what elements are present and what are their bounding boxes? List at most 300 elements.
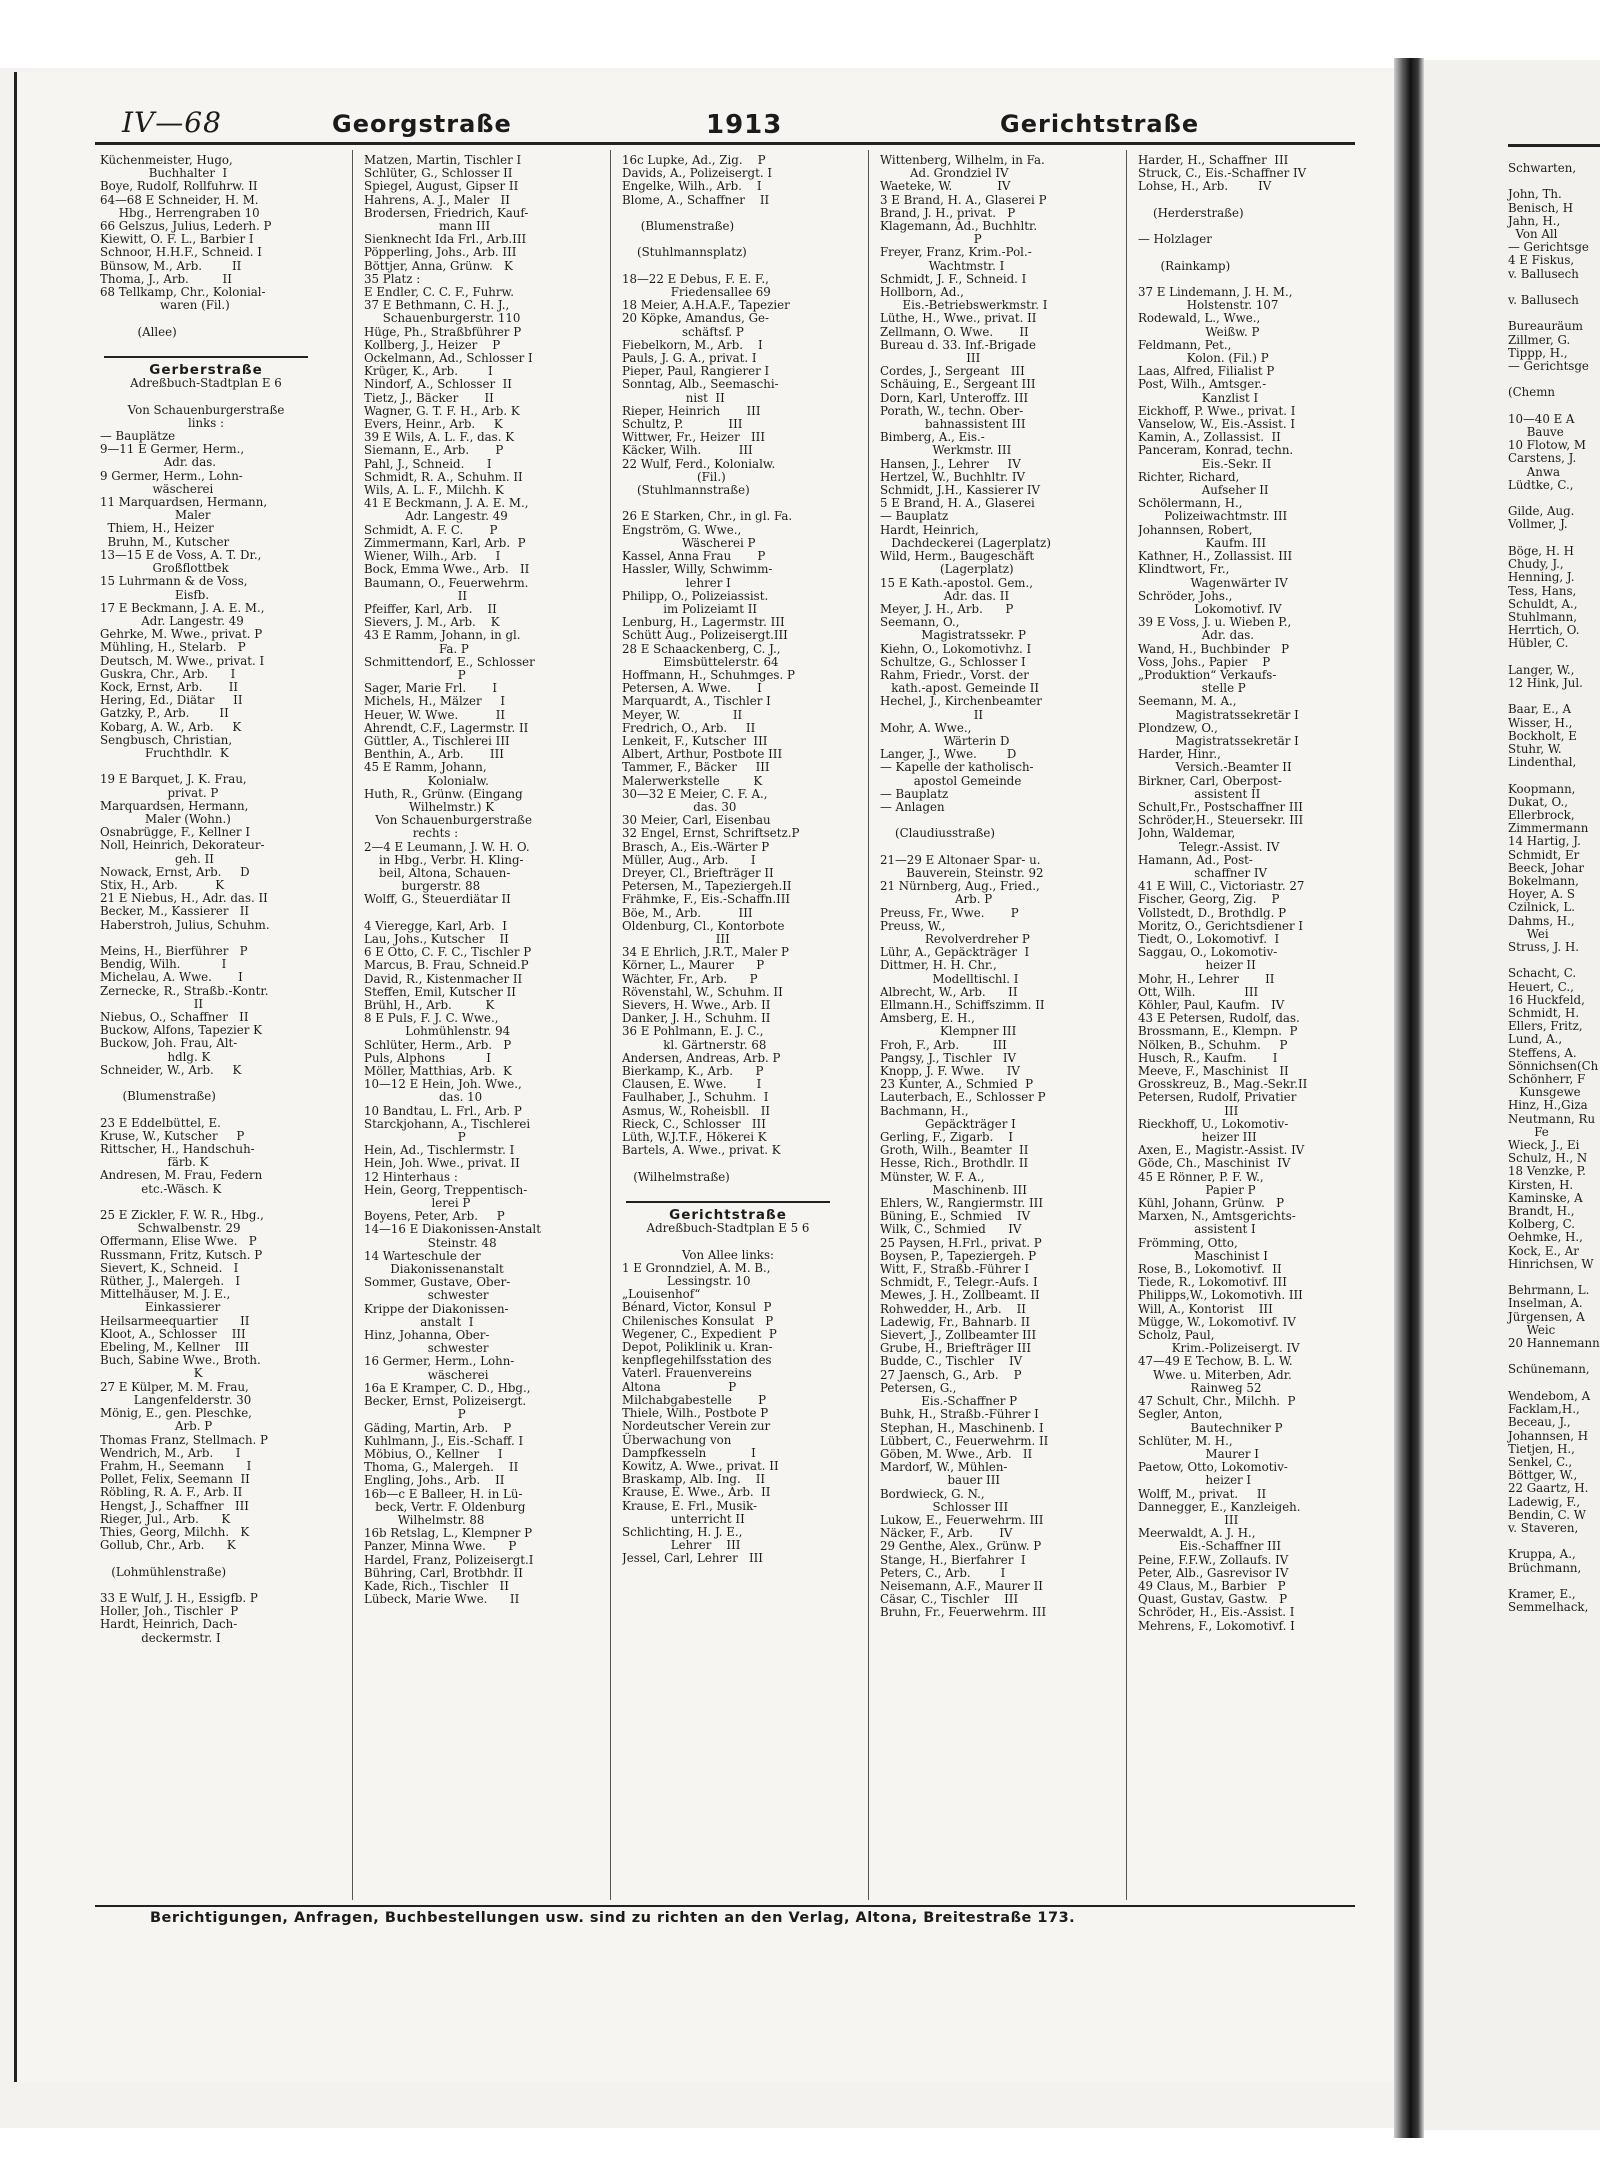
- directory-entry-line: Puls, Alphons I: [364, 1050, 491, 1065]
- directory-entry-line: Meins, H., Bierführer P: [100, 943, 248, 958]
- directory-entry-line: P: [364, 667, 466, 682]
- directory-entry-line: 29 Genthe, Alex., Grünw. P: [880, 1539, 1042, 1554]
- directory-entry-line: Kock, E., Ar: [1508, 1243, 1579, 1258]
- directory-entry-line: Petersen, G.,: [880, 1380, 957, 1395]
- directory-entry-line: Witt, F., Straßb.-Führer I: [880, 1262, 1029, 1277]
- directory-entry-line: im Polizeiamt II: [622, 601, 758, 616]
- directory-entry-line: (Stuhlmannstraße): [622, 483, 750, 498]
- directory-entry-line: Davids, A., Polizeisergt. I: [622, 166, 773, 181]
- directory-entry-line: Michels, H., Mälzer I: [364, 694, 506, 709]
- directory-entry-line: Lenburg, H., Lagermstr. III: [622, 615, 785, 630]
- directory-entry-line: in Hbg., Verbr. H. Kling-: [364, 852, 524, 867]
- directory-entry-line: Bénard, Victor, Konsul P: [622, 1300, 772, 1315]
- directory-entry-line: Malerwerkstelle K: [622, 773, 763, 788]
- directory-entry-line: Albrecht, W., Arb. II: [880, 984, 1018, 999]
- directory-entry-line: Marquardt, A., Tischler I: [622, 694, 771, 709]
- directory-entry-line: Heilsarmeequartier II: [100, 1313, 250, 1328]
- directory-entry-line: Cordes, J., Sergeant III: [880, 364, 1025, 379]
- directory-entry-line: lerei P: [364, 1196, 471, 1211]
- directory-entry-line: Kramer, E.,: [1508, 1586, 1576, 1601]
- directory-entry-line: Petersen, M., Tapeziergeh.II: [622, 879, 792, 894]
- directory-entry-line: Preuss, Fr., Wwe. P: [880, 905, 1019, 920]
- directory-entry-line: Spiegel, August, Gipser II: [364, 179, 519, 194]
- directory-entry-line: schaffner IV: [1138, 865, 1268, 880]
- directory-entry-line: Hollborn, Ad.,: [880, 285, 964, 300]
- directory-entry-line: Fischer, Georg, Zig. P: [1138, 892, 1280, 907]
- directory-entry-line: v. Ballusech: [1508, 266, 1579, 281]
- directory-entry-line: — Bauplätze: [100, 429, 176, 444]
- directory-entry-line: Schwalbenstr. 29: [100, 1221, 241, 1236]
- directory-entry-line: Hengst, J., Schaffner III: [100, 1498, 249, 1513]
- directory-entry-line: anstalt I: [364, 1314, 474, 1329]
- directory-entry-line: Mohr, A. Wwe.,: [880, 720, 972, 735]
- column-divider: [1126, 150, 1127, 1900]
- directory-entry-line: 23 E Eddelbüttel, E.: [100, 1115, 221, 1130]
- directory-entry-line: Adr. Langestr. 49: [100, 613, 244, 628]
- directory-entry-line: Ockelmann, Ad., Schlosser I: [364, 351, 533, 366]
- directory-entry-line: Richter, Richard,: [1138, 469, 1240, 484]
- directory-entry-line: Brossmann, E., Klempn. P: [1138, 1024, 1298, 1039]
- directory-entry-line: 35 Platz :: [364, 271, 421, 286]
- directory-entry-line: Adr. das.: [100, 455, 217, 470]
- directory-entry-line: Tietjen, H.,: [1508, 1441, 1575, 1456]
- directory-entry-line: — Gerichtsge: [1508, 359, 1589, 374]
- directory-entry-line: Benthin, A., Arb. III: [364, 747, 504, 762]
- directory-entry-line: Pieper, Paul, Rangierer I: [622, 364, 770, 379]
- directory-entry-line: 11 Marquardsen, Hermann,: [100, 495, 268, 510]
- directory-entry-line: Meeve, F., Maschinist II: [1138, 1064, 1289, 1079]
- directory-entry-line: Bühring, Carl, Brotbhdr. II: [364, 1565, 523, 1580]
- left-street-heading: Georgstraße: [332, 110, 512, 138]
- directory-entry-line: Rose, B., Lokomotivf. II: [1138, 1262, 1282, 1277]
- page-number: IV—68: [122, 106, 222, 139]
- directory-entry-line: Mönig, E., gen. Pleschke,: [100, 1406, 252, 1421]
- directory-entry-line: Wendrich, M., Arb. I: [100, 1445, 241, 1460]
- directory-entry-line: Neutmann, Ru: [1508, 1111, 1596, 1126]
- directory-entry-line: Wisser, H.,: [1508, 715, 1573, 730]
- directory-entry-line: Köhler, Paul, Kaufm. IV: [1138, 998, 1285, 1012]
- directory-entry-line: Langer, W.,: [1508, 662, 1575, 677]
- directory-entry-line: Schäuing, E., Sergeant III: [880, 377, 1036, 392]
- directory-entry-line: Pöpperling, Johs., Arb. III: [364, 245, 517, 260]
- directory-entry-line: 10—12 E Hein, Joh. Wwe.,: [364, 1077, 522, 1092]
- directory-entry-line: Tess, Hans,: [1508, 583, 1577, 598]
- directory-entry-line: Hardt, Heinrich,: [880, 522, 979, 537]
- directory-entry-line: Aufseher II: [1138, 483, 1269, 498]
- directory-entry-line: Hinrichsen, W: [1508, 1256, 1594, 1271]
- directory-entry-line: Münster, W. F. A.,: [880, 1169, 985, 1184]
- directory-entry-line: Boyens, Peter, Arb. P: [364, 1209, 505, 1224]
- directory-entry-line: Harder, Hinr.,: [1138, 747, 1221, 762]
- directory-entry-line: Küchenmeister, Hugo,: [100, 154, 233, 167]
- directory-entry-line: Bendig, Wilh. I: [100, 957, 227, 972]
- directory-entry-line: P: [364, 1407, 466, 1422]
- directory-entry-line: 33 E Wulf, J. H., Essigfb. P: [100, 1590, 258, 1605]
- column-divider: [352, 150, 353, 1900]
- directory-entry-line: 9—11 E Germer, Herm.,: [100, 442, 245, 457]
- directory-entry-line: Rieck, C., Schlosser III: [622, 1116, 766, 1131]
- directory-entry-line: Wolff, M., privat. II: [1138, 1486, 1267, 1501]
- directory-entry-line: bahnassistent III: [880, 417, 1026, 432]
- directory-entry-line: 21 E Niebus, H., Adr. das. II: [100, 891, 268, 906]
- directory-entry-line: schwester: [364, 1341, 489, 1356]
- footer-rule: [95, 1905, 1355, 1907]
- directory-entry-line: 45 E Rönner, P. F. W.,: [1138, 1169, 1264, 1184]
- directory-entry-line: burgerstr. 88: [364, 879, 481, 894]
- directory-entry-line: (Herderstraße): [1138, 205, 1244, 220]
- directory-entry-line: Russmann, Fritz, Kutsch. P: [100, 1247, 263, 1262]
- directory-entry-line: Andresen, M. Frau, Federn: [100, 1168, 263, 1183]
- section-note: Adreßbuch-Stadtplan E 6: [130, 376, 282, 391]
- directory-entry-line: Schneider, W., Arb. K: [100, 1062, 242, 1077]
- directory-entry-line: Pauls, J. G. A., privat. I: [622, 351, 757, 366]
- directory-entry-line: Brodersen, Friedrich, Kauf-: [364, 205, 529, 220]
- directory-entry-line: Hahrens, A. J., Maler II: [364, 192, 510, 207]
- directory-entry-line: Tippp, H.,: [1508, 345, 1568, 360]
- directory-entry-line: Benisch, H: [1508, 200, 1574, 215]
- directory-entry-line: Wärterin D: [880, 733, 1010, 748]
- directory-entry-line: Gilde, Aug.: [1508, 504, 1575, 519]
- directory-entry-line: 14—16 E Diakonissen-Anstalt: [364, 1222, 541, 1237]
- directory-column-1: [100, 154, 312, 1894]
- directory-entry-line: [100, 1579, 312, 1592]
- directory-entry-line: 22 Gaartz, H.: [1508, 1481, 1589, 1496]
- directory-entry-line: (Rainkamp): [1138, 258, 1231, 273]
- directory-entry-line: Meyer, W. II: [622, 707, 743, 722]
- directory-entry-line: Panceram, Konrad, techn.: [1138, 443, 1294, 458]
- directory-entry-line: Schmidt, R. A., Schuhm. II: [364, 469, 523, 484]
- directory-entry-line: Starckjohann, A., Tischlerei: [364, 1116, 531, 1131]
- directory-entry-line: Jahn, H.,: [1508, 213, 1561, 228]
- directory-entry-line: 10 Flotow, M: [1508, 438, 1586, 453]
- next-page-column-fragment: [1508, 162, 1600, 1614]
- directory-entry-line: Hardt, Heinrich, Dach-: [100, 1617, 238, 1632]
- directory-entry-line: Arb. P: [100, 1419, 213, 1434]
- directory-entry-line: Mardorf, W., Mühlen-: [880, 1460, 1008, 1475]
- directory-entry-line: mann III: [364, 219, 491, 234]
- directory-entry-line: Lüthe, H., Wwe., privat. II: [880, 311, 1037, 326]
- directory-entry-line: Petersen, A. Wwe. I: [622, 681, 762, 696]
- directory-entry-line: Möller, Matthias, Arb. K: [364, 1064, 512, 1079]
- directory-entry-line: Vollmer, J.: [1508, 517, 1568, 532]
- directory-entry-line: Brandt, H.,: [1508, 1204, 1575, 1219]
- directory-entry-line: 37 E Bethmann, C. H. J.,: [364, 298, 510, 313]
- directory-entry-line: 15 E Kath.-apostol. Gem.,: [880, 575, 1033, 590]
- directory-entry-line: — Anlagen: [880, 799, 945, 814]
- directory-entry-line: Cäsar, C., Tischler III: [880, 1592, 1019, 1607]
- directory-entry-line: Bünsow, M., Arb. II: [100, 258, 242, 273]
- directory-entry-line: „Produktion“ Verkaufs-: [1138, 667, 1277, 682]
- directory-entry-line: Eisfb.: [100, 587, 210, 602]
- directory-entry-line: Facklam,H.,: [1508, 1402, 1580, 1417]
- directory-entry-line: Mohr, H., Lehrer II: [1138, 971, 1275, 986]
- directory-entry-line: K: [100, 1366, 203, 1381]
- section-note: Von Schauenburgerstraße: [127, 402, 285, 417]
- directory-entry-line: Brühl, H., Arb. K: [364, 998, 495, 1012]
- next-page-header-rule: [1508, 144, 1600, 147]
- directory-entry-line: Philipp, O., Polizeiassist.: [622, 588, 769, 603]
- directory-entry-line: 22 Wulf, Ferd., Kolonialw.: [622, 456, 776, 471]
- directory-entry-line: Clausen, E. Wwe. I: [622, 1077, 762, 1092]
- directory-entry-line: Heuert, C.,: [1508, 979, 1574, 994]
- directory-entry-line: Rövenstahl, W., Schuhm. II: [622, 984, 783, 999]
- directory-entry-line: Fe: [1508, 1124, 1549, 1139]
- directory-entry-line: Pahl, J., Schneid. I: [364, 456, 492, 471]
- directory-entry-line: Dampfkesseln I: [622, 1445, 756, 1460]
- directory-entry-line: Stuhr, W.: [1508, 741, 1562, 756]
- directory-entry-line: Schmidt, H.: [1508, 1006, 1580, 1020]
- directory-entry-line: Holstenstr. 107: [1138, 298, 1279, 313]
- directory-entry-line: Dorn, Karl, Unteroffz. III: [880, 390, 1029, 405]
- directory-entry-line: Schult,Fr., Postschaffner III: [1138, 799, 1303, 814]
- directory-entry-line: Philipps,W., Lokomotivh. III: [1138, 1288, 1303, 1303]
- directory-entry-line: Zillmer, G.: [1508, 332, 1571, 347]
- directory-entry-line: Voss, Johs., Papier P: [1138, 654, 1271, 669]
- directory-entry-line: Krüger, K., Arb. I: [364, 364, 493, 379]
- directory-entry-line: Struss, J. H.: [1508, 939, 1580, 954]
- directory-entry-line: Adr. das. II: [880, 588, 1010, 603]
- directory-entry-line: Haberstroh, Julius, Schuhm.: [100, 917, 270, 932]
- directory-entry-line: Altona P: [622, 1379, 737, 1394]
- directory-entry-line: II: [100, 996, 204, 1011]
- directory-entry-line: 30—32 E Meier, C. F. A.,: [622, 786, 768, 801]
- directory-entry-line: 5 E Brand, H. A., Glaserei: [880, 496, 1035, 511]
- directory-entry-line: Kock, Ernst, Arb. II: [100, 679, 239, 694]
- directory-entry-line: 28 E Schaackenberg, C. J.,: [622, 641, 781, 656]
- directory-entry-line: Lau, Johs., Kutscher II: [364, 931, 509, 946]
- directory-entry-line: Koopmann,: [1508, 781, 1576, 796]
- directory-entry-line: Schmidt, Er: [1508, 847, 1580, 862]
- directory-entry-line: Budde, C., Tischler IV: [880, 1354, 1023, 1369]
- directory-entry-line: Wolff, G., Steuerdiätar II: [364, 892, 511, 907]
- directory-entry-line: John, Th.: [1508, 187, 1562, 202]
- directory-entry-line: Peine, F.F.W., Zollaufs. IV: [1138, 1552, 1289, 1567]
- book-gutter: [1394, 58, 1424, 2138]
- directory-entry-line: Ad. Grondziel IV: [880, 166, 1009, 181]
- directory-entry-line: Hübler, C.: [1508, 636, 1569, 651]
- directory-entry-line: Kunsgewe: [1508, 1085, 1581, 1100]
- directory-entry-line: Vanselow, W., Eis.-Assist. I: [1138, 417, 1296, 432]
- directory-entry-line: [100, 1552, 312, 1565]
- directory-entry-line: Hardel, Franz, Polizeisergt.I: [364, 1552, 534, 1567]
- directory-entry-line: 18 Venzke, P.: [1508, 1164, 1586, 1179]
- directory-entry-line: Kühl, Johann, Grünw. P: [1138, 1196, 1285, 1211]
- directory-entry-line: Ebeling, M., Kellner III: [100, 1340, 249, 1355]
- directory-entry-line: Holler, Joh., Tischler P: [100, 1604, 239, 1619]
- directory-entry-line: Kaminske, A: [1508, 1190, 1583, 1205]
- directory-entry-line: 34 E Ehrlich, J.R.T., Maler P: [622, 945, 789, 960]
- directory-entry-line: 41 E Will, C., Victoriastr. 27: [1138, 879, 1305, 894]
- directory-entry-line: Waeteke, W. IV: [880, 179, 1011, 194]
- directory-entry-line: [100, 339, 312, 352]
- directory-entry-line: Brasch, A., Eis.-Wärter P: [622, 839, 770, 854]
- directory-entry-line: Göde, Ch., Maschinist IV: [1138, 1156, 1291, 1171]
- directory-entry-line: [1508, 769, 1600, 782]
- directory-entry-line: Pangsy, J., Tischler IV: [880, 1050, 1017, 1065]
- directory-entry-line: Wendebom, A: [1508, 1388, 1591, 1403]
- directory-entry-line: Meerwaldt, A. J. H.,: [1138, 1526, 1256, 1541]
- directory-entry-line: Wittenberg, Wilhelm, in Fa.: [880, 154, 1045, 167]
- directory-entry-line: Wäscherei P: [622, 535, 756, 550]
- directory-entry-line: Depot, Poliklinik u. Kran-: [622, 1340, 773, 1355]
- directory-entry-line: Fiebelkorn, M., Arb. I: [622, 337, 763, 352]
- directory-entry-line: Baar, E., A: [1508, 702, 1571, 717]
- directory-entry-line: [1508, 400, 1600, 413]
- directory-entry-line: Hoffmann, H., Schuhmges. P: [622, 667, 795, 682]
- directory-entry-line: Bierkamp, K., Arb. P: [622, 1064, 764, 1079]
- directory-entry-line: Scholz, Paul,: [1138, 1328, 1215, 1343]
- directory-entry-line: Lübbert, C., Feuerwehrm. II: [880, 1433, 1049, 1448]
- directory-entry-line: Heuer, W. Wwe. II: [364, 707, 506, 722]
- directory-entry-line: Henning, J.: [1508, 570, 1575, 585]
- directory-entry-line: Sager, Marie Frl. I: [364, 681, 498, 696]
- directory-entry-line: Böttger, W.,: [1508, 1468, 1578, 1483]
- directory-entry-line: Pollet, Felix, Seemann II: [100, 1472, 250, 1487]
- directory-entry-line: Telegr.-Assist. IV: [1138, 839, 1280, 854]
- directory-entry-line: Hein, Joh. Wwe., privat. II: [364, 1156, 520, 1171]
- directory-entry-line: Güttler, A., Tischlerei III: [364, 733, 510, 748]
- directory-entry-line: Dannegger, E., Kanzleigeh.: [1138, 1499, 1301, 1514]
- directory-entry-line: Stix, H., Arb. K: [100, 877, 225, 892]
- directory-entry-line: Vollstedt, D., Brothdlg. P: [1138, 905, 1287, 920]
- directory-entry-line: 12 Hinterhaus :: [364, 1169, 458, 1184]
- directory-entry-line: Plondzew, O.,: [1138, 720, 1218, 735]
- directory-entry-line: Schuldt, A.,: [1508, 596, 1578, 611]
- directory-entry-line: Ladewig, Fr., Bahnarb. II: [880, 1314, 1031, 1329]
- directory-entry-line: Revolverdreher P: [880, 931, 1030, 946]
- directory-entry-line: [1508, 532, 1600, 545]
- directory-entry-line: Wild, Herm., Baugeschäft: [880, 549, 1035, 564]
- directory-entry-line: Lühr, A., Gepäckträger I: [880, 945, 1030, 960]
- directory-entry-line: Buckow, Joh. Frau, Alt-: [100, 1036, 238, 1051]
- directory-entry-line: Seemann, M. A.,: [1138, 694, 1237, 709]
- directory-entry-line: Schulz, H., N: [1508, 1151, 1588, 1166]
- directory-entry-line: Hansen, J., Lehrer IV: [880, 456, 1021, 471]
- directory-entry-line: Bendin, C. W: [1508, 1507, 1586, 1522]
- directory-entry-line: Schmidt, A. F. C. P: [364, 522, 498, 537]
- directory-entry-line: 21—29 E Altonaer Spar- u.: [880, 852, 1041, 867]
- directory-entry-line: 3 E Brand, H. A., Glaserei P: [880, 192, 1047, 207]
- directory-entry-line: Wächter, Fr., Arb. P: [622, 971, 758, 986]
- directory-entry-line: Stange, H., Bierfahrer I: [880, 1552, 1026, 1567]
- directory-entry-line: 16b—c E Balleer, H. in Lü-: [364, 1486, 523, 1501]
- directory-entry-line: assistent I: [1138, 1222, 1256, 1237]
- directory-entry-line: [364, 907, 576, 920]
- directory-entry-line: Lauterbach, E., Schlosser P: [880, 1090, 1046, 1105]
- directory-entry-line: Quast, Gustav, Gastw. P: [1138, 1592, 1288, 1607]
- directory-entry-line: Hinz, Johanna, Ober-: [364, 1328, 490, 1343]
- directory-entry-line: Faulhaber, J., Schuhm. I: [622, 1090, 769, 1105]
- directory-entry-line: Sievers, J. M., Arb. K: [364, 615, 500, 630]
- directory-entry-line: Porath, W., techn. Ober-: [880, 403, 1024, 418]
- directory-entry-line: Tammer, F., Bäcker III: [622, 760, 770, 775]
- directory-entry-line: Hamann, Ad., Post-: [1138, 852, 1253, 867]
- directory-entry-line: Peter, Alb., Gasrevisor IV: [1138, 1565, 1289, 1580]
- directory-entry-line: 66 Gelszus, Julius, Lederh. P: [100, 219, 272, 234]
- directory-entry-line: 14 Hartig, J.: [1508, 834, 1581, 849]
- directory-entry-line: 4 E Fiskus,: [1508, 253, 1575, 268]
- directory-entry-line: — Holzlager: [1138, 232, 1212, 247]
- directory-entry-line: Gatzky, P., Arb. II: [100, 706, 229, 721]
- directory-entry-line: Boysen, P., Tapeziergeh. P: [880, 1248, 1037, 1263]
- directory-entry-line: Vaterl. Frauenvereins: [622, 1366, 752, 1381]
- directory-entry-line: 21 Nürnberg, Aug., Fried.,: [880, 879, 1040, 894]
- directory-entry-line: Dahms, H.,: [1508, 913, 1575, 928]
- directory-entry-line: Axen, E., Magistr.-Assist. IV: [1138, 1143, 1305, 1158]
- directory-entry-line: Bockholt, E: [1508, 728, 1577, 743]
- directory-entry-line: Lokomotivf. IV: [1138, 601, 1282, 616]
- directory-entry-line: Wiener, Wilh., Arb. I: [364, 549, 501, 564]
- directory-entry-line: 26 E Starken, Chr., in gl. Fa.: [622, 509, 793, 524]
- directory-entry-line: Mühling, H., Stelarb. P: [100, 640, 246, 655]
- directory-entry-line: Buckow, Alfons, Tapezier K: [100, 1023, 262, 1038]
- directory-entry-line: Beceau, J.,: [1508, 1415, 1571, 1430]
- directory-entry-line: Schacht, C.: [1508, 966, 1577, 981]
- directory-entry-line: Schlüter, G., Schlosser II: [364, 166, 513, 181]
- directory-entry-line: Hein, Ad., Tischlermstr. I: [364, 1143, 515, 1158]
- directory-entry-line: Arb. P: [880, 892, 993, 907]
- directory-entry-line: Wagner, G. T. F. H., Arb. K: [364, 403, 520, 418]
- directory-entry-line: Noll, Heinrich, Dekorateur-: [100, 838, 265, 853]
- directory-entry-line: Kanzlist I: [1138, 390, 1259, 405]
- directory-entry-line: Fa. P: [364, 641, 469, 656]
- directory-entry-line: Paetow, Otto, Lokomotiv-: [1138, 1460, 1288, 1475]
- directory-entry-line: Ehlers, W., Rangiermstr. III: [880, 1196, 1044, 1211]
- directory-entry-line: Steffens, A.: [1508, 1045, 1577, 1060]
- directory-entry-line: Lindenthal,: [1508, 755, 1577, 770]
- directory-entry-line: Kollberg, J., Heizer P: [364, 337, 501, 352]
- directory-entry-line: Behrmann, L.: [1508, 1283, 1590, 1298]
- directory-entry-line: Dittmer, H. H. Chr.,: [880, 958, 997, 973]
- directory-entry-line: Nordeutscher Verein zur: [622, 1419, 771, 1434]
- directory-entry-line: wäscherei: [364, 1367, 489, 1382]
- directory-entry-line: Rieckhoff, U., Lokomotiv-: [1138, 1116, 1289, 1131]
- directory-entry-line: Magistratssekr. P: [880, 628, 1026, 643]
- directory-entry-line: 10 Bandtau, L. Frl., Arb. P: [364, 1103, 522, 1118]
- directory-entry-line: 16 Germer, Herm., Lohn-: [364, 1354, 515, 1369]
- directory-entry-line: 4 Vieregge, Karl, Arb. I: [364, 918, 507, 933]
- directory-entry-line: Lehrer III: [622, 1538, 741, 1553]
- directory-entry-line: 43 E Ramm, Johann, in gl.: [364, 628, 521, 643]
- directory-entry-line: Rieper, Heinrich III: [622, 403, 761, 418]
- directory-entry-line: 1 E Gronndziel, A. M. B.,: [622, 1260, 771, 1275]
- directory-entry-line: waren (Fil.): [100, 298, 230, 313]
- directory-entry-line: Becker, M., Kassierer II: [100, 904, 250, 919]
- directory-entry-line: Wachtmstr. I: [880, 258, 1005, 273]
- directory-entry-line: Neisemann, A.F., Maurer II: [880, 1578, 1043, 1593]
- directory-entry-line: Fredrich, O., Arb. II: [622, 720, 756, 735]
- directory-entry-line: Osnabrügge, F., Kellner I: [100, 825, 250, 840]
- directory-entry-line: Marquardsen, Hermann,: [100, 798, 249, 813]
- directory-entry-line: Ellmann.H., Schiffszimm. II: [880, 998, 1045, 1012]
- directory-entry-line: Mehrens, F., Lokomotivf. I: [1138, 1618, 1295, 1633]
- directory-entry-line: [880, 841, 1092, 854]
- directory-entry-line: 18—22 E Debus, F. E. F.,: [622, 271, 769, 286]
- directory-entry-line: Sienknecht Ida Frl., Arb.III: [364, 232, 527, 247]
- directory-entry-line: Matzen, Martin, Tischler I: [364, 154, 522, 167]
- directory-entry-line: Johannsen, Robert,: [1138, 522, 1253, 537]
- directory-entry-line: Brüchmann,: [1508, 1560, 1582, 1575]
- directory-entry-line: Kamin, A., Zollassist. II: [1138, 430, 1281, 445]
- directory-entry-line: Zernecke, R., Straßb.-Kontr.: [100, 983, 269, 998]
- directory-entry-line: Schultz, P. III: [622, 417, 743, 432]
- directory-entry-line: Ladewig, F.,: [1508, 1494, 1581, 1509]
- directory-entry-line: Rodewald, L., Wwe.,: [1138, 311, 1261, 326]
- directory-entry-line: Harder, H., Schaffner III: [1138, 154, 1289, 167]
- directory-entry-line: Eis.-Schaffner P: [880, 1394, 1018, 1409]
- directory-entry-line: Überwachung von: [622, 1432, 732, 1447]
- directory-entry-line: 16b Retslag, L., Klempner P: [364, 1526, 533, 1541]
